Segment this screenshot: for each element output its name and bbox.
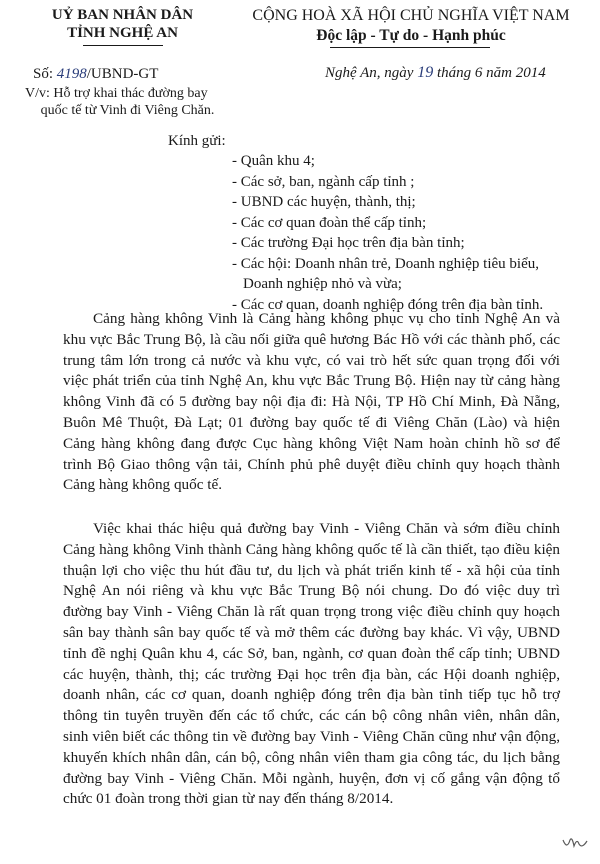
issue-date bbox=[325, 64, 546, 82]
date-suffix: tháng 6 năm 2014 bbox=[436, 65, 546, 81]
recipient-item: Doanh nghiệp nhỏ và vừa; bbox=[243, 276, 402, 292]
nation-name: CỘNG HOÀ XÃ HỘI CHỦ NGHĨA VIỆT NAM bbox=[252, 7, 570, 24]
recipient-item: - Các cơ quan, doanh nghiệp đóng trên địa bàn tỉnh. bbox=[232, 296, 544, 313]
body-paragraph-1: Cảng hàng không Vinh là Cảng hàng không phục vụ cho tỉnh Nghệ An và khu vực Bắc Trung Bộ, là cầu nối giữa quê hương Bác Hồ với các thành phố, các trung tâm lớn trong cả nước và khu vực, có vai trò hết sức quan trọng đối với việc phát triển của tỉnh Nghệ An, khu vực Bắc Trung Bộ. Hiện nay từ cảng hàng không Vinh đã có 5 đường bay nội địa đi: Hà Nội, TP Hồ Chí Minh, Đà Nẵng, Buôn Mê Thuột, Đà Lạt; 01 đường bay quốc tế đi Viêng Chăn (Lào) và hiện Cảng hàng không đang được Cục hàng không Việt Nam hoàn chỉnh hồ sơ để trình Bộ Giao thông vận tải, Chính phủ phê duyệt điều chỉnh quy hoạch thành Cảng hàng không quốc tế. bbox=[63, 310, 560, 494]
subject-line-2: quốc tế từ Vinh đi Viêng Chăn. bbox=[40, 103, 215, 118]
recipient-item: - Các hội: Doanh nhân trẻ, Doanh nghiệp tiêu biểu, bbox=[232, 255, 540, 272]
recipient-item: - Các sở, ban, ngành cấp tỉnh ; bbox=[232, 173, 415, 190]
recipient-item: - UBND các huyện, thành, thị; bbox=[232, 194, 416, 210]
doc-number-prefix: Số: bbox=[33, 66, 54, 82]
recipient-item: - Quân khu 4; bbox=[232, 153, 315, 169]
doc-number-suffix: /UBND-GT bbox=[86, 66, 159, 82]
recipient-list bbox=[232, 151, 572, 315]
doc-number-handwritten: 4198 bbox=[56, 66, 87, 82]
recipient-item: - Các cơ quan đoàn thể cấp tỉnh; bbox=[232, 214, 427, 231]
recipient-item: - Các trường Đại học trên địa bàn tỉnh; bbox=[232, 235, 465, 251]
handwritten-initials bbox=[560, 832, 590, 852]
issuer-underline bbox=[83, 45, 163, 46]
issuer-name: UỶ BAN NHÂN DÂN bbox=[51, 7, 194, 23]
subject-line-1: V/v: Hỗ trợ khai thác đường bay bbox=[25, 86, 208, 101]
document-number bbox=[33, 66, 158, 83]
date-prefix: Nghệ An, ngày bbox=[325, 65, 414, 81]
greeting: Kính gửi: bbox=[168, 133, 226, 149]
national-motto: Độc lập - Tự do - Hạnh phúc bbox=[316, 27, 506, 44]
body-paragraph-2: Việc khai thác hiệu quả đường bay Vinh - Viêng Chăn và sớm điều chỉnh Cảng hàng không Vinh thành Cảng hàng không quốc tế là cần thiết, tạo điều kiện thuận lợi cho việc thu hút đầu tư, du lịch và phát triển kinh tế - xã hội của tỉnh Nghệ An nói riêng và khu vực Bắc Trung Bộ nói chung. Do đó việc duy trì đường bay Vinh - Viêng Chăn là rất quan trọng trong việc điều chỉnh quy hoạch sân bay thành sân bay quốc tế và mở thêm các đường bay khác. Vì vậy, UBND tỉnh đề nghị Quân khu 4, các Sở, ban, ngành, cơ quan đoàn thể cấp tỉnh; UBND các huyện, thành, thị; các trường Đại học trên địa bàn, các Hội doanh nghiệp, doanh nhân, các cơ quan, doanh nghiệp đóng trên địa bàn tỉnh tiếp tục hỗ trợ thông tin tuyên truyền đến các tổ chức, các cán bộ công nhân viên, nhân dân, sinh viên biết các thông tin về đường bay Vinh - Viêng Chăn cũng như vận động, khuyến khích nhân dân, cán bộ, công nhân viên tham gia công tác, du lịch bằng đường bay Vinh - Viêng Chăn. Mỗi ngành, huyện, đơn vị cố gắng vận động tổ chức 01 đoàn trong thời gian từ nay đến tháng 8/2014. bbox=[63, 520, 560, 808]
motto-underline bbox=[330, 47, 490, 48]
subject bbox=[25, 85, 230, 119]
issuer-province: TỈNH NGHỆ AN bbox=[67, 25, 178, 41]
date-day-handwritten: 19 bbox=[417, 64, 434, 81]
